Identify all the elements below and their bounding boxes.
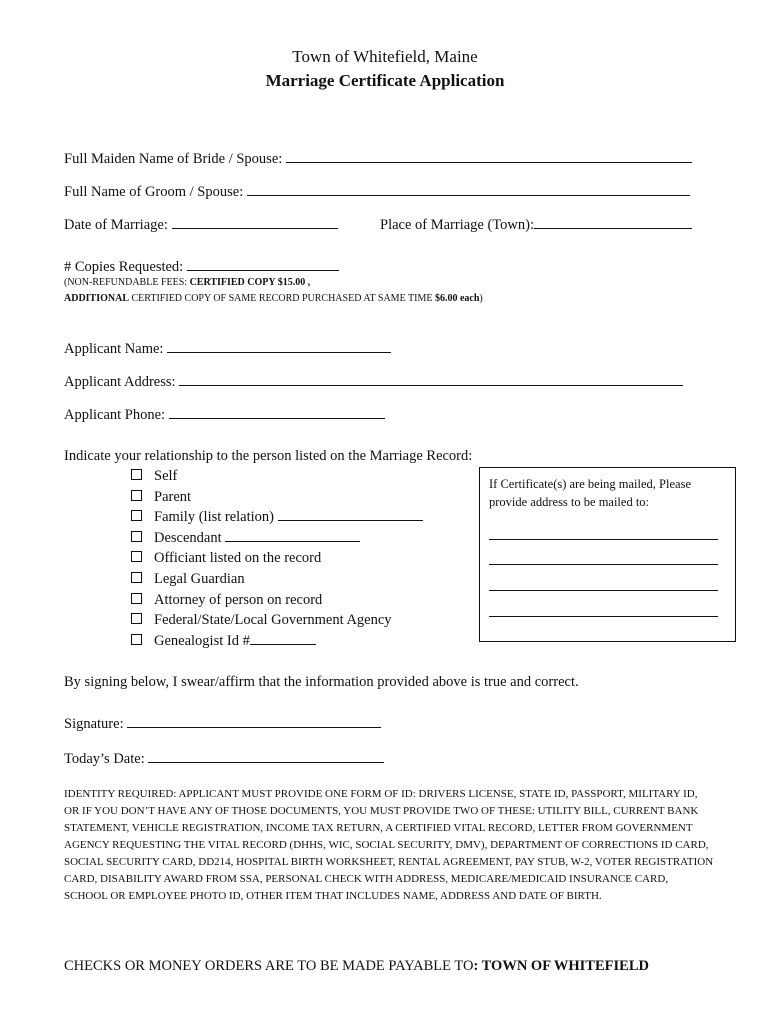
payee-name: TOWN OF WHITEFIELD <box>478 958 649 974</box>
applicant-phone-input-line[interactable] <box>169 406 385 419</box>
checkbox[interactable] <box>131 490 142 501</box>
checkbox[interactable] <box>131 613 142 624</box>
today-date-label: Today’s Date: <box>64 751 145 767</box>
additional-text: CERTIFIED COPY OF SAME RECORD PURCHASED AT SAME TIME <box>129 293 435 304</box>
applicant-address-row <box>64 373 683 391</box>
option-officiant[interactable] <box>131 548 423 569</box>
today-date-line[interactable] <box>148 750 384 763</box>
option-label: Officiant listed on the record <box>154 550 322 567</box>
bride-input-line[interactable] <box>286 150 692 163</box>
groom-row <box>64 183 690 201</box>
genealogist-id-line[interactable] <box>250 632 316 645</box>
copies-input-line[interactable] <box>187 258 339 271</box>
option-label: Attorney of person on record <box>154 591 323 608</box>
descendant-line[interactable] <box>225 529 360 542</box>
option-parent[interactable] <box>131 487 423 508</box>
certified-copy-fee: CERTIFIED COPY $15.00 , <box>189 277 311 288</box>
applicant-address-label: Applicant Address: <box>64 374 176 390</box>
option-legal-guardian[interactable] <box>131 569 423 590</box>
mailing-line-1[interactable] <box>489 539 718 540</box>
checkbox[interactable] <box>131 469 142 480</box>
signature-row <box>64 715 381 733</box>
identity-requirements: IDENTITY REQUIRED: APPLICANT MUST PROVIDE ONE FORM OF ID: DRIVERS LICENSE, STATE ID, PASSPORT, MILITARY ID, OR IF YOU DON’T HAVE ANY OF THOSE DOCUMENTS, YOU MUST PROVIDE TWO OF THESE: UTILITY BILL, CURRENT BANK STATEMENT, VEHICLE REGISTRATION, INCOME TAX RETURN, A CERTIFIED VITAL RECORD, LETTER FROM GOVERNMENT AGENCY REQUESTING THE VITAL RECORD (DHHS, WIC, SOCIAL SECURITY, DMV), DEPARTMENT OF CORRECTIONS ID CARD, SOCIAL SECURITY CARD, DD214, HOSPITAL BIRTH WORKSHEET, RENTAL AGREEMENT, PAY STUB, W-2, VOTER REGISTRATION CARD, DISABILITY AWARD FROM SSA, PERSONAL CHECK WITH ADDRESS, MEDICARE/MEDICAID INSURANCE CARD, SCHOOL OR EMPLOYEE PHOTO ID, OTHER ITEM THAT INCLUDES NAME, ADDRESS AND DATE OF BIRTH. <box>64 788 714 902</box>
payable-prefix: CHECKS OR MONEY ORDERS ARE TO BE MADE PAYABLE TO <box>64 958 474 974</box>
mailing-address-box <box>479 467 736 642</box>
checkbox[interactable] <box>131 551 142 562</box>
fees-line-1 <box>64 277 310 288</box>
checkbox[interactable] <box>131 593 142 604</box>
today-date-row <box>64 750 384 768</box>
place-row <box>380 216 692 234</box>
option-descendant[interactable] <box>131 528 423 549</box>
applicant-address-input-line[interactable] <box>179 373 683 386</box>
option-label: Parent <box>154 488 192 505</box>
option-label: Genealogist Id # <box>154 632 250 649</box>
place-label: Place of Marriage (Town): <box>380 217 534 233</box>
option-attorney[interactable] <box>131 590 423 611</box>
option-label: Self <box>154 468 178 484</box>
affirmation-text: By signing below, I swear/affirm that the information provided above is true and correct. <box>64 674 579 690</box>
mailing-line-2[interactable] <box>489 564 718 565</box>
payable-colon: : <box>473 958 479 974</box>
town-heading: Town of Whitefield, Maine <box>292 47 478 66</box>
mailing-note: If Certificate(s) are being mailed, Please provide address to be mailed to: <box>489 477 691 509</box>
applicant-name-row <box>64 340 391 358</box>
option-government-agency[interactable] <box>131 610 423 631</box>
date-row <box>64 216 338 234</box>
family-relation-line[interactable] <box>278 508 423 521</box>
option-genealogist[interactable] <box>131 631 423 652</box>
option-self[interactable] <box>131 466 423 487</box>
mailing-line-3[interactable] <box>489 590 718 591</box>
relationship-options <box>131 466 423 651</box>
groom-label: Full Name of Groom / Spouse: <box>64 184 244 200</box>
bride-label: Full Maiden Name of Bride / Spouse: <box>64 151 283 167</box>
copies-label: # Copies Requested: <box>64 259 184 275</box>
option-label: Family (list relation) <box>154 509 275 526</box>
option-label: Federal/State/Local Government Agency <box>154 612 392 629</box>
groom-input-line[interactable] <box>247 183 690 196</box>
signature-label: Signature: <box>64 716 124 732</box>
option-family[interactable] <box>131 507 423 528</box>
applicant-name-input-line[interactable] <box>167 340 391 353</box>
fees-prefix: (NON-REFUNDABLE FEES: <box>64 277 190 288</box>
mailing-line-4[interactable] <box>489 616 718 617</box>
bride-row <box>64 150 692 168</box>
payable-notice <box>64 958 649 975</box>
additional-fee: $6.00 each <box>434 293 480 304</box>
relationship-prompt: Indicate your relationship to the person listed on the Marriage Record: <box>64 448 473 464</box>
additional-label: ADDITIONAL <box>64 293 130 304</box>
applicant-phone-row <box>64 406 385 424</box>
checkbox[interactable] <box>131 634 142 645</box>
option-label: Legal Guardian <box>154 570 245 587</box>
fees-close: ) <box>479 293 483 304</box>
form-title: Marriage Certificate Application <box>265 71 505 90</box>
applicant-phone-label: Applicant Phone: <box>64 407 166 423</box>
checkbox[interactable] <box>131 510 142 521</box>
date-label: Date of Marriage: <box>64 217 168 233</box>
copies-row <box>64 258 339 276</box>
place-input-line[interactable] <box>534 216 692 229</box>
fees-line-2 <box>64 293 483 304</box>
applicant-name-label: Applicant Name: <box>64 341 164 357</box>
checkbox[interactable] <box>131 572 142 583</box>
checkbox[interactable] <box>131 531 142 542</box>
option-label: Descendant <box>154 529 222 546</box>
signature-line[interactable] <box>127 715 381 728</box>
date-input-line[interactable] <box>172 216 338 229</box>
